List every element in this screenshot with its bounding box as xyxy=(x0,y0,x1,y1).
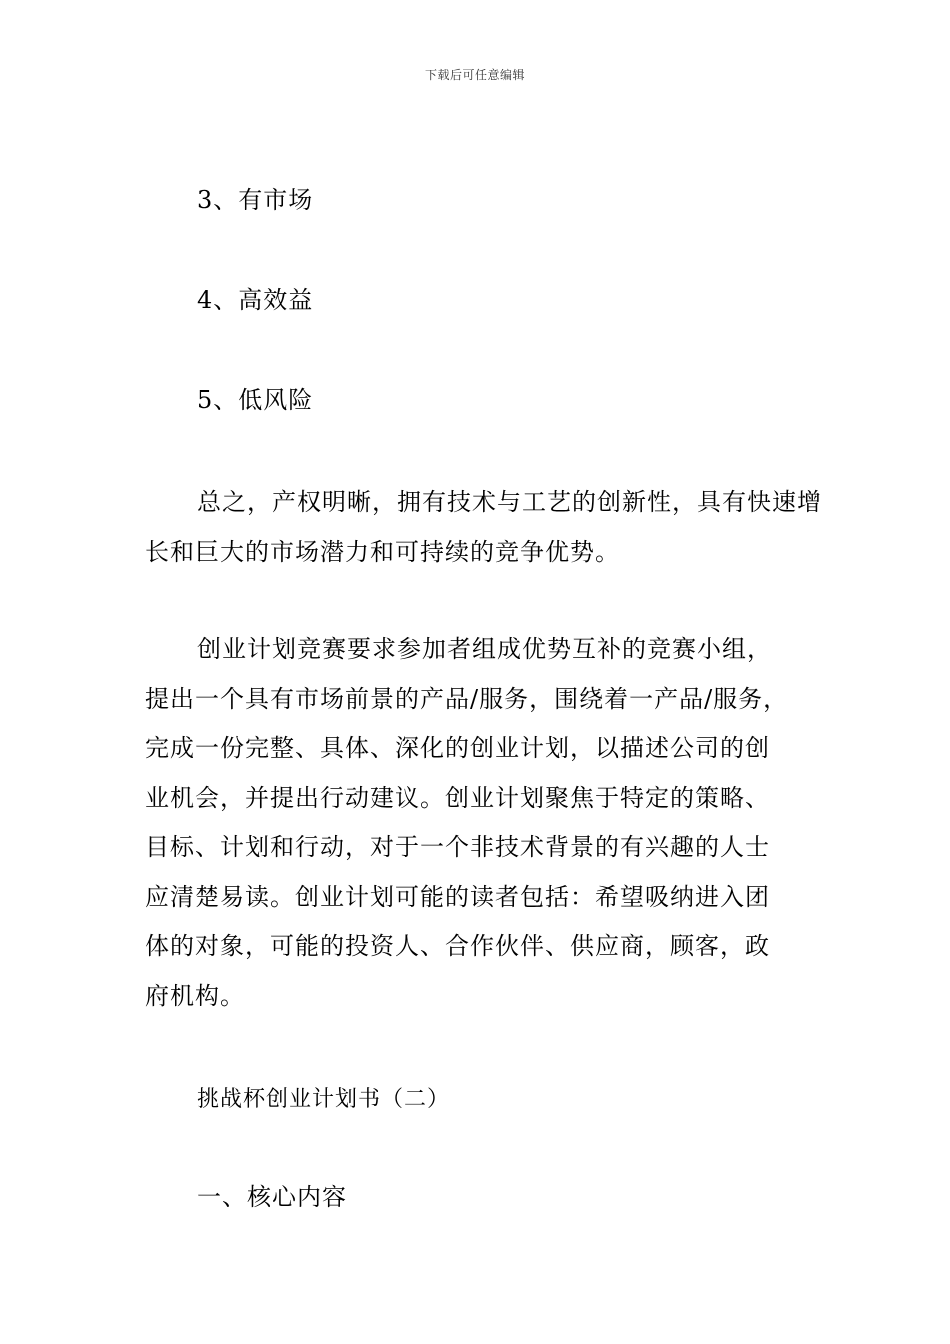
list-item-5: 5、低风险 xyxy=(197,386,314,414)
paragraph-line: 目标、计划和行动，对于一个非技术背景的有兴趣的人士 xyxy=(145,833,770,861)
paragraph-line: 完成一份完整、具体、深化的创业计划，以描述公司的创 xyxy=(145,734,770,762)
paragraph-line: 体的对象，可能的投资人、合作伙伴、供应商，顾客，政 xyxy=(145,932,770,960)
page-header-note: 下载后可任意编辑 xyxy=(424,68,525,82)
paragraph-line: 提出一个具有市场前景的产品/服务，围绕着一产品/服务， xyxy=(145,684,789,713)
paragraph-line: 业机会，并提出行动建议。创业计划聚焦于特定的策略、 xyxy=(145,783,770,812)
paragraph-line: 创业计划竞赛要求参加者组成优势互补的竞赛小组， xyxy=(197,635,772,663)
paragraph-line: 府机构。 xyxy=(145,981,245,1010)
document-subtitle: 挑战杯创业计划书（二） xyxy=(197,1087,451,1112)
list-item-3: 3、有市场 xyxy=(197,186,314,214)
competition-paragraph xyxy=(145,625,835,1021)
list-item-4: 4、高效益 xyxy=(197,286,314,314)
section-heading: 一、核心内容 xyxy=(197,1183,347,1211)
summary-paragraph: 总之，产权明晰，拥有技术与工艺的创新性，具有快速增长和巨大的市场潜力和可持续的竞争优势。 xyxy=(145,488,822,566)
paragraph-line: 应清楚易读。创业计划可能的读者包括：希望吸纳进入团 xyxy=(145,882,770,911)
